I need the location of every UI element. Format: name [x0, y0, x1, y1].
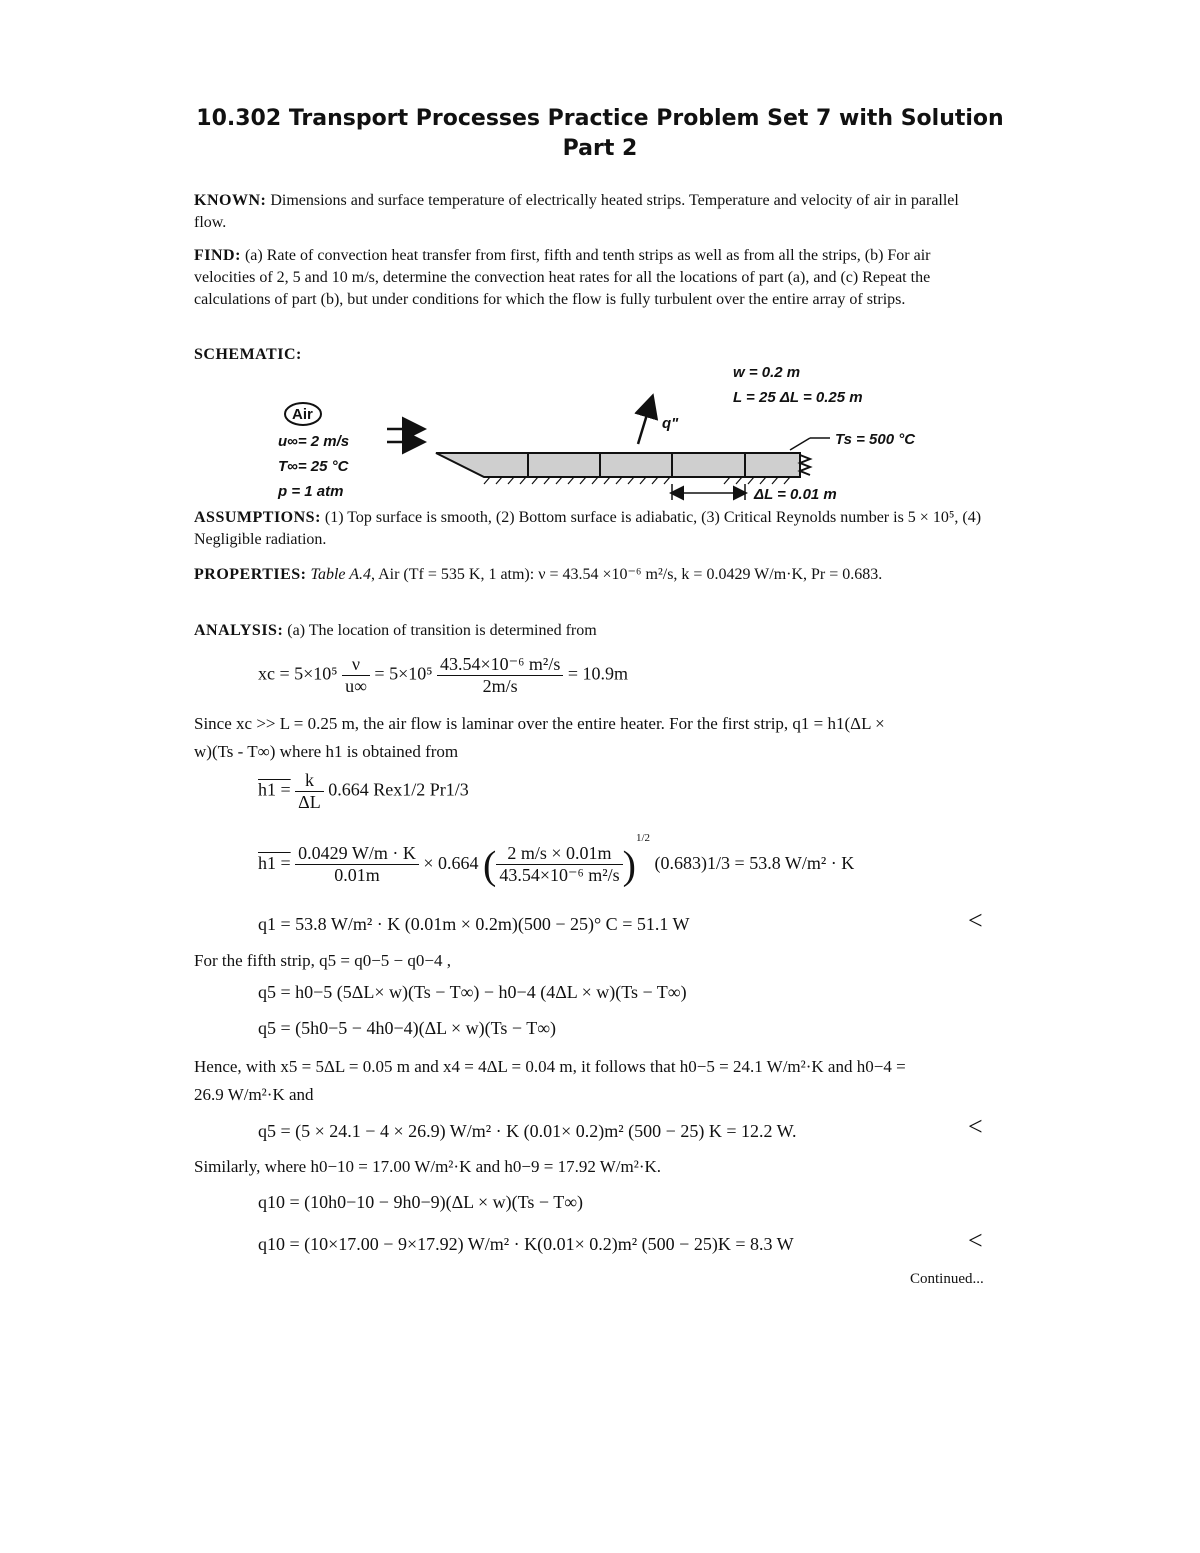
- eq-h1b-inner-frac: [496, 843, 622, 886]
- length-label: L = 25 ΔL = 0.25 m: [733, 389, 863, 406]
- eq-h1b-mid: × 0.664: [423, 853, 479, 873]
- properties-label: PROPERTIES:: [194, 566, 307, 583]
- equation-q10-a: q10 = (10h0−10 − 9h0−9)(ΔL × w)(Ts − T∞): [258, 1192, 584, 1212]
- find-paragraph: [194, 245, 994, 311]
- eq-h1b-num: 0.0429 W/m · K: [295, 843, 419, 865]
- fifth-strip-intro: For the fifth strip, q5 = q0−5 − q0−4 ,: [194, 951, 451, 970]
- paren-open: (: [482, 842, 497, 888]
- eq-h1-num: k: [295, 770, 324, 792]
- properties-text: , Air (Tf = 535 K, 1 atm): ν = 43.54 ×10⁻⁶ m²/s, k = 0.0429 W/m·K, Pr = 0.683.: [370, 566, 883, 583]
- known-paragraph: [194, 190, 994, 234]
- assumptions-paragraph: [194, 507, 994, 551]
- adiabatic-hatching: [484, 477, 790, 484]
- heat-flux-arrow: [638, 398, 652, 444]
- analysis-intro: [194, 620, 994, 642]
- paren-close: ): [622, 842, 636, 888]
- air-label: Air: [292, 406, 313, 423]
- eq-xc-frac-2: [437, 654, 563, 697]
- result-mark: <: [968, 1226, 983, 1255]
- eq-h1-den: ΔL: [298, 792, 321, 812]
- eq-h1b-inner-num: 2 m/s × 0.01m: [496, 843, 622, 865]
- since-line-1: Since xc >> L = 0.25 m, the air flow is laminar over the entire heater. For the first strip, q1 = h1(ΔL ×: [194, 714, 885, 733]
- eq-xc-lhs: xc = 5×10⁵: [258, 663, 338, 684]
- properties-paragraph: [194, 564, 994, 586]
- continued-note: Continued...: [910, 1271, 984, 1287]
- eq-h1-lhs: h1 =: [258, 779, 291, 800]
- ts-label: Ts = 500 °C: [835, 431, 916, 448]
- eq-h1b-lhs: h1 =: [258, 853, 291, 873]
- eq-xc-num-2: 43.54×10⁻⁶ m²/s: [437, 654, 563, 676]
- eq-xc-num-1: ν: [342, 654, 370, 676]
- equation-h1-general: [258, 770, 469, 813]
- heat-flux-label: q": [662, 415, 679, 432]
- title-line-2: Part 2: [562, 136, 638, 161]
- eq-h1b-den: 0.01m: [334, 865, 380, 886]
- t-inf-label: T∞= 25 °C: [278, 458, 349, 475]
- assumptions-label: ASSUMPTIONS:: [194, 509, 321, 526]
- since-line-2: w)(Ts - T∞) where h1 is obtained from: [194, 742, 459, 761]
- eq-xc-rhs: = 10.9m: [567, 663, 628, 684]
- eq-xc-mid: = 5×10⁵: [374, 663, 433, 684]
- eq-xc-frac-1: [342, 654, 370, 697]
- properties-table-ref: Table A.4: [310, 566, 371, 583]
- eq-h1b-rhs: (0.683)1/3 = 53.8 W/m² · K: [654, 853, 855, 873]
- analysis-intro-text: (a) The location of transition is determined from: [287, 622, 597, 639]
- equation-xc: [258, 654, 628, 697]
- known-label: KNOWN:: [194, 192, 267, 209]
- equation-q1: q1 = 53.8 W/m² · K (0.01m × 0.2m)(500 − 25)° C = 51.1 W: [258, 914, 690, 934]
- eq-h1b-inner-den: 43.54×10⁻⁶ m²/s: [499, 865, 620, 886]
- result-mark: <: [968, 1112, 983, 1141]
- equation-q5-c: q5 = (5 × 24.1 − 4 × 26.9) W/m² · K (0.01× 0.2)m² (500 − 25) K = 12.2 W.: [258, 1121, 797, 1141]
- hence-line-2: 26.9 W/m²·K and: [194, 1085, 314, 1104]
- find-label: FIND:: [194, 247, 241, 264]
- schematic-diagram: [270, 356, 930, 506]
- title-line-1: 10.302 Transport Processes Practice Problem Set 7 with Solution: [196, 106, 1004, 131]
- similarly-line: Similarly, where h0−10 = 17.00 W/m²·K and h0−9 = 17.92 W/m²·K.: [194, 1157, 662, 1176]
- known-text: Dimensions and surface temperature of electrically heated strips. Temperature and velocity of air in parallel flow.: [194, 192, 959, 231]
- schematic-label: SCHEMATIC:: [194, 346, 302, 363]
- equation-q10-b: q10 = (10×17.00 − 9×17.92) W/m² · K(0.01× 0.2)m² (500 − 25)K = 8.3 W: [258, 1234, 794, 1254]
- ts-leader: [790, 438, 810, 450]
- eq-xc-den-1: u∞: [345, 676, 367, 696]
- eq-h1-frac: [295, 770, 324, 813]
- result-mark: <: [968, 906, 983, 935]
- eq-h1-rhs: 0.664 Rex1/2 Pr1/3: [328, 779, 469, 800]
- pressure-label: p = 1 atm: [278, 483, 344, 500]
- heater-leads: [800, 455, 810, 475]
- eq-xc-den-2: 2m/s: [482, 676, 518, 696]
- equation-q5-b: q5 = (5h0−5 − 4h0−4)(ΔL × w)(Ts − T∞): [258, 1018, 557, 1038]
- width-label: w = 0.2 m: [733, 364, 801, 381]
- assumptions-text: (1) Top surface is smooth, (2) Bottom surface is adiabatic, (3) Critical Reynolds number is 5 × 10⁵, (4) Negligible radiation.: [194, 509, 982, 548]
- analysis-label: ANALYSIS:: [194, 622, 284, 639]
- eq-h1b-frac: [295, 843, 419, 886]
- hence-line-1: Hence, with x5 = 5ΔL = 0.05 m and x4 = 4ΔL = 0.04 m, it follows that h0−5 = 24.1 W/m²·K and h0−4 =: [194, 1057, 906, 1076]
- equation-q5-a: q5 = h0−5 (5ΔL× w)(Ts − T∞) − h0−4 (4ΔL × w)(Ts − T∞): [258, 982, 687, 1002]
- u-inf-label: u∞= 2 m/s: [278, 433, 350, 450]
- eq-h1b-exponent: 1/2: [635, 832, 651, 844]
- dl-label: ΔL = 0.01 m: [754, 486, 837, 503]
- equation-h1-numeric: [258, 832, 854, 888]
- find-text: (a) Rate of convection heat transfer from first, fifth and tenth strips as well as from all the strips, (b) For air velocities of 2, 5 and 10 m/s, determine the convection heat rates for all the locations of part (a), and (c) Repeat the calculations of part (b), but under conditions for which the flow is fully turbulent over the entire array of strips.: [194, 247, 931, 308]
